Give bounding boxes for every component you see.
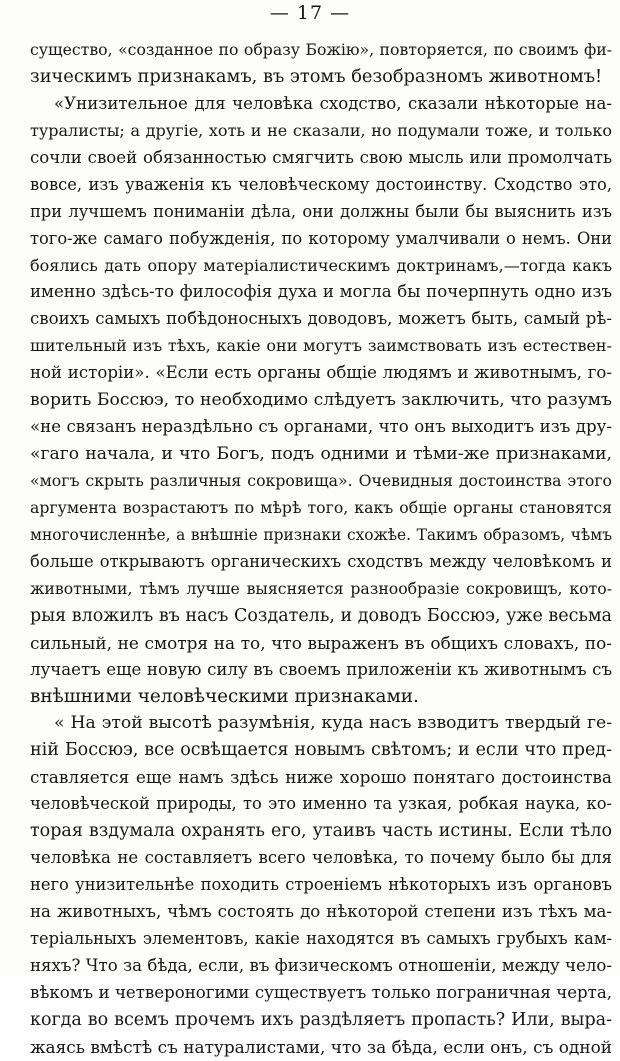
text-line: когда во всемъ прочемъ ихъ раздѣляетъ пропасть? Или, выра- bbox=[30, 1009, 612, 1030]
text-line: няхъ? Что за бѣда, если, въ физическомъ отношеніи, между чело- bbox=[30, 955, 612, 975]
text-line: «могъ скрыть различныя сокровища». Очевидныя достоинства этого bbox=[30, 471, 612, 490]
text-line: на животныхъ, чѣмъ состоять до нѣкоторой степени изъ тѣхъ ма- bbox=[30, 902, 612, 921]
text-line: торая вздумала охранять его, утаивъ часть истины. Если тѣло bbox=[30, 821, 612, 842]
text-line: туралисты; а другіе, хоть и не сказали, но подумали тоже, и только bbox=[30, 120, 612, 140]
text-line: человѣка не составляетъ всего человѣка, то почему было бы для bbox=[30, 848, 612, 868]
text-line: сочли своей обязанностью смягчить свою мысль или промолчать bbox=[30, 147, 612, 167]
text-line: многочисленнѣе, а внѣшніе признаки схожѣе. Такимъ образомъ, чѣмъ bbox=[30, 525, 612, 544]
text-line: именно здѣсь-то философія духа и могла бы почерпнуть одно изъ bbox=[30, 282, 612, 302]
text-line: лучаетъ еще новую силу въ своемъ приложеніи къ животнымъ съ bbox=[30, 659, 612, 679]
text-line: шительный изъ тѣхъ, какіе они могутъ заимствовать изъ естествен- bbox=[30, 336, 612, 356]
text-line: своихъ самыхъ побѣдоносныхъ доводовъ, можетъ быть, самый рѣ- bbox=[30, 309, 612, 329]
text-line: ворить Боссюэ, то необходимо слѣдуетъ заключить, что разумъ bbox=[30, 390, 612, 411]
text-line: зическимъ признакамъ, въ этомъ безобразномъ животномъ! bbox=[30, 65, 603, 87]
text-line: внѣшними человѣческими признаками. bbox=[30, 685, 419, 707]
text-line: «не связанъ нераздѣльно съ органами, что онъ выходитъ изъ дру- bbox=[30, 417, 612, 437]
text-line: «гаго начала, и что Богъ, подъ одними и тѣми-же признаками, bbox=[30, 444, 612, 465]
text-line: « На этой высотѣ разумѣнія, куда насъ взводитъ твердый ге- bbox=[54, 713, 612, 734]
text-line: ставляется еще намъ здѣсь ниже хорошо понятаго достоинства bbox=[30, 767, 612, 788]
text-line: человѣческой природы, то это именно та узкая, робкая наука, ко- bbox=[30, 794, 612, 814]
page-number: — 17 — bbox=[269, 2, 351, 24]
text-line: боялись дать опору матеріалистическимъ доктринамъ,—тогда какъ bbox=[30, 255, 612, 275]
body-text bbox=[30, 37, 612, 1061]
text-line: жаясь вмѣстѣ съ натуралистами, что за бѣда, если онъ, съ одной bbox=[30, 1036, 612, 1057]
text-line: аргумента возрастаютъ по мѣрѣ того, какъ общіе органы становятся bbox=[30, 497, 612, 517]
text-line: ной исторіи». «Если есть органы общіе людямъ и животнымъ, го- bbox=[30, 363, 612, 383]
text-line: вовсе, изъ уваженія къ человѣческому достоинству. Сходство это, bbox=[30, 174, 612, 194]
text-line: вѣкомъ и четвероногими существуетъ только пограничная черта, bbox=[30, 982, 612, 1002]
text-line: животными, тѣмъ лучше выясняется разнообразіе сокровищъ, кото- bbox=[30, 578, 612, 598]
text-line: того-же самаго побужденія, по которому умалчивали о немъ. Они bbox=[30, 228, 612, 248]
text-line: «Унизительное для человѣка сходство, сказали нѣкоторые на- bbox=[54, 93, 612, 113]
text-line: при лучшемъ пониманіи дѣла, они должны были бы выяснить изъ bbox=[30, 201, 612, 221]
text-line: сильный, не смотря на то, что выраженъ въ общихъ словахъ, по- bbox=[30, 632, 612, 653]
text-line: теріальныхъ элементовъ, какіе находятся въ самыхъ грубыхъ кам- bbox=[30, 928, 612, 948]
text-line: существо, «созданное по образу Божію», повторяется, по своимъ фи- bbox=[30, 40, 612, 59]
text-line: больше открываютъ органическихъ сходствъ между человѣкомъ и bbox=[30, 551, 612, 571]
text-line: ній Боссюэ, все освѣщается новымъ свѣтомъ; и если что пред- bbox=[30, 740, 612, 761]
text-line: него унизительнѣе походить строеніемъ нѣкоторыхъ изъ органовъ bbox=[30, 875, 612, 895]
text-line: рыя вложилъ въ насъ Создатель, и доводъ Боссюэ, уже весьма bbox=[30, 605, 612, 626]
